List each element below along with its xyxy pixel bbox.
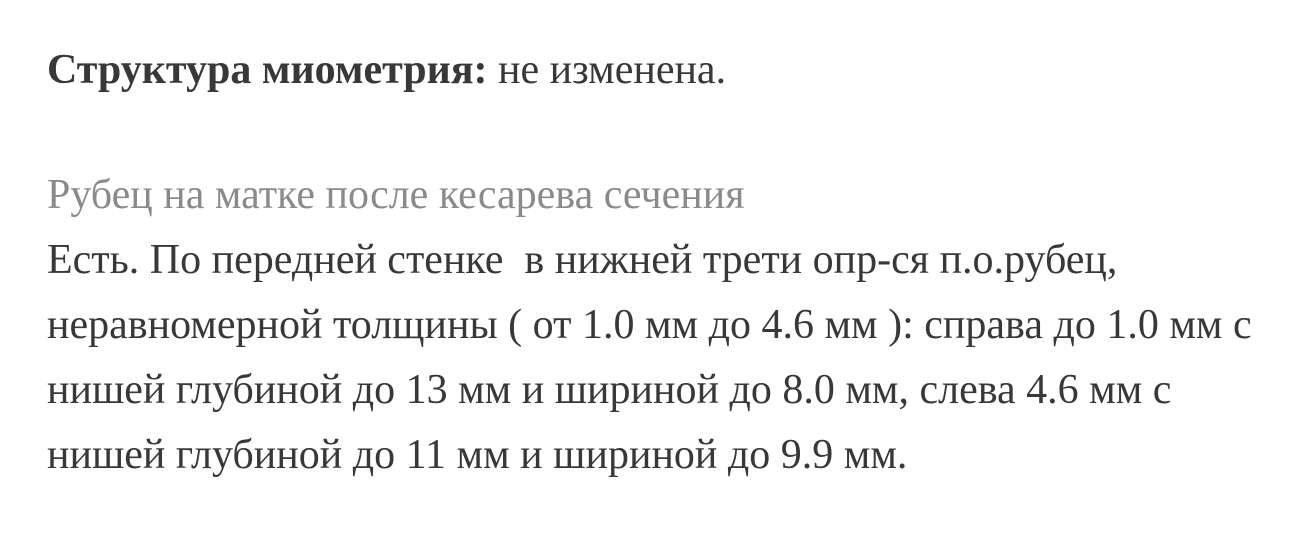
myometrium-structure-label: Структура миометрия: bbox=[47, 47, 488, 93]
myometrium-structure-line bbox=[47, 38, 1260, 103]
scar-section-title: Рубец на матке после кесарева сечения bbox=[47, 172, 745, 218]
scar-description-line: неравномерной толщины ( от 1.0 мм до 4.6 мм ): справа до 1.0 мм с bbox=[47, 302, 1252, 348]
scar-description-line: нишей глубиной до 11 мм и шириной до 9.9 мм. bbox=[47, 432, 908, 478]
scar-description-line: Есть. По передней стенке в нижней трети опр-ся п.о.рубец, bbox=[47, 237, 1118, 283]
scar-description-line: нишей глубиной до 13 мм и шириной до 8.0 мм, слева 4.6 мм с bbox=[47, 367, 1172, 413]
myometrium-structure-value: не изменена. bbox=[487, 47, 727, 93]
scar-description bbox=[47, 228, 1260, 488]
